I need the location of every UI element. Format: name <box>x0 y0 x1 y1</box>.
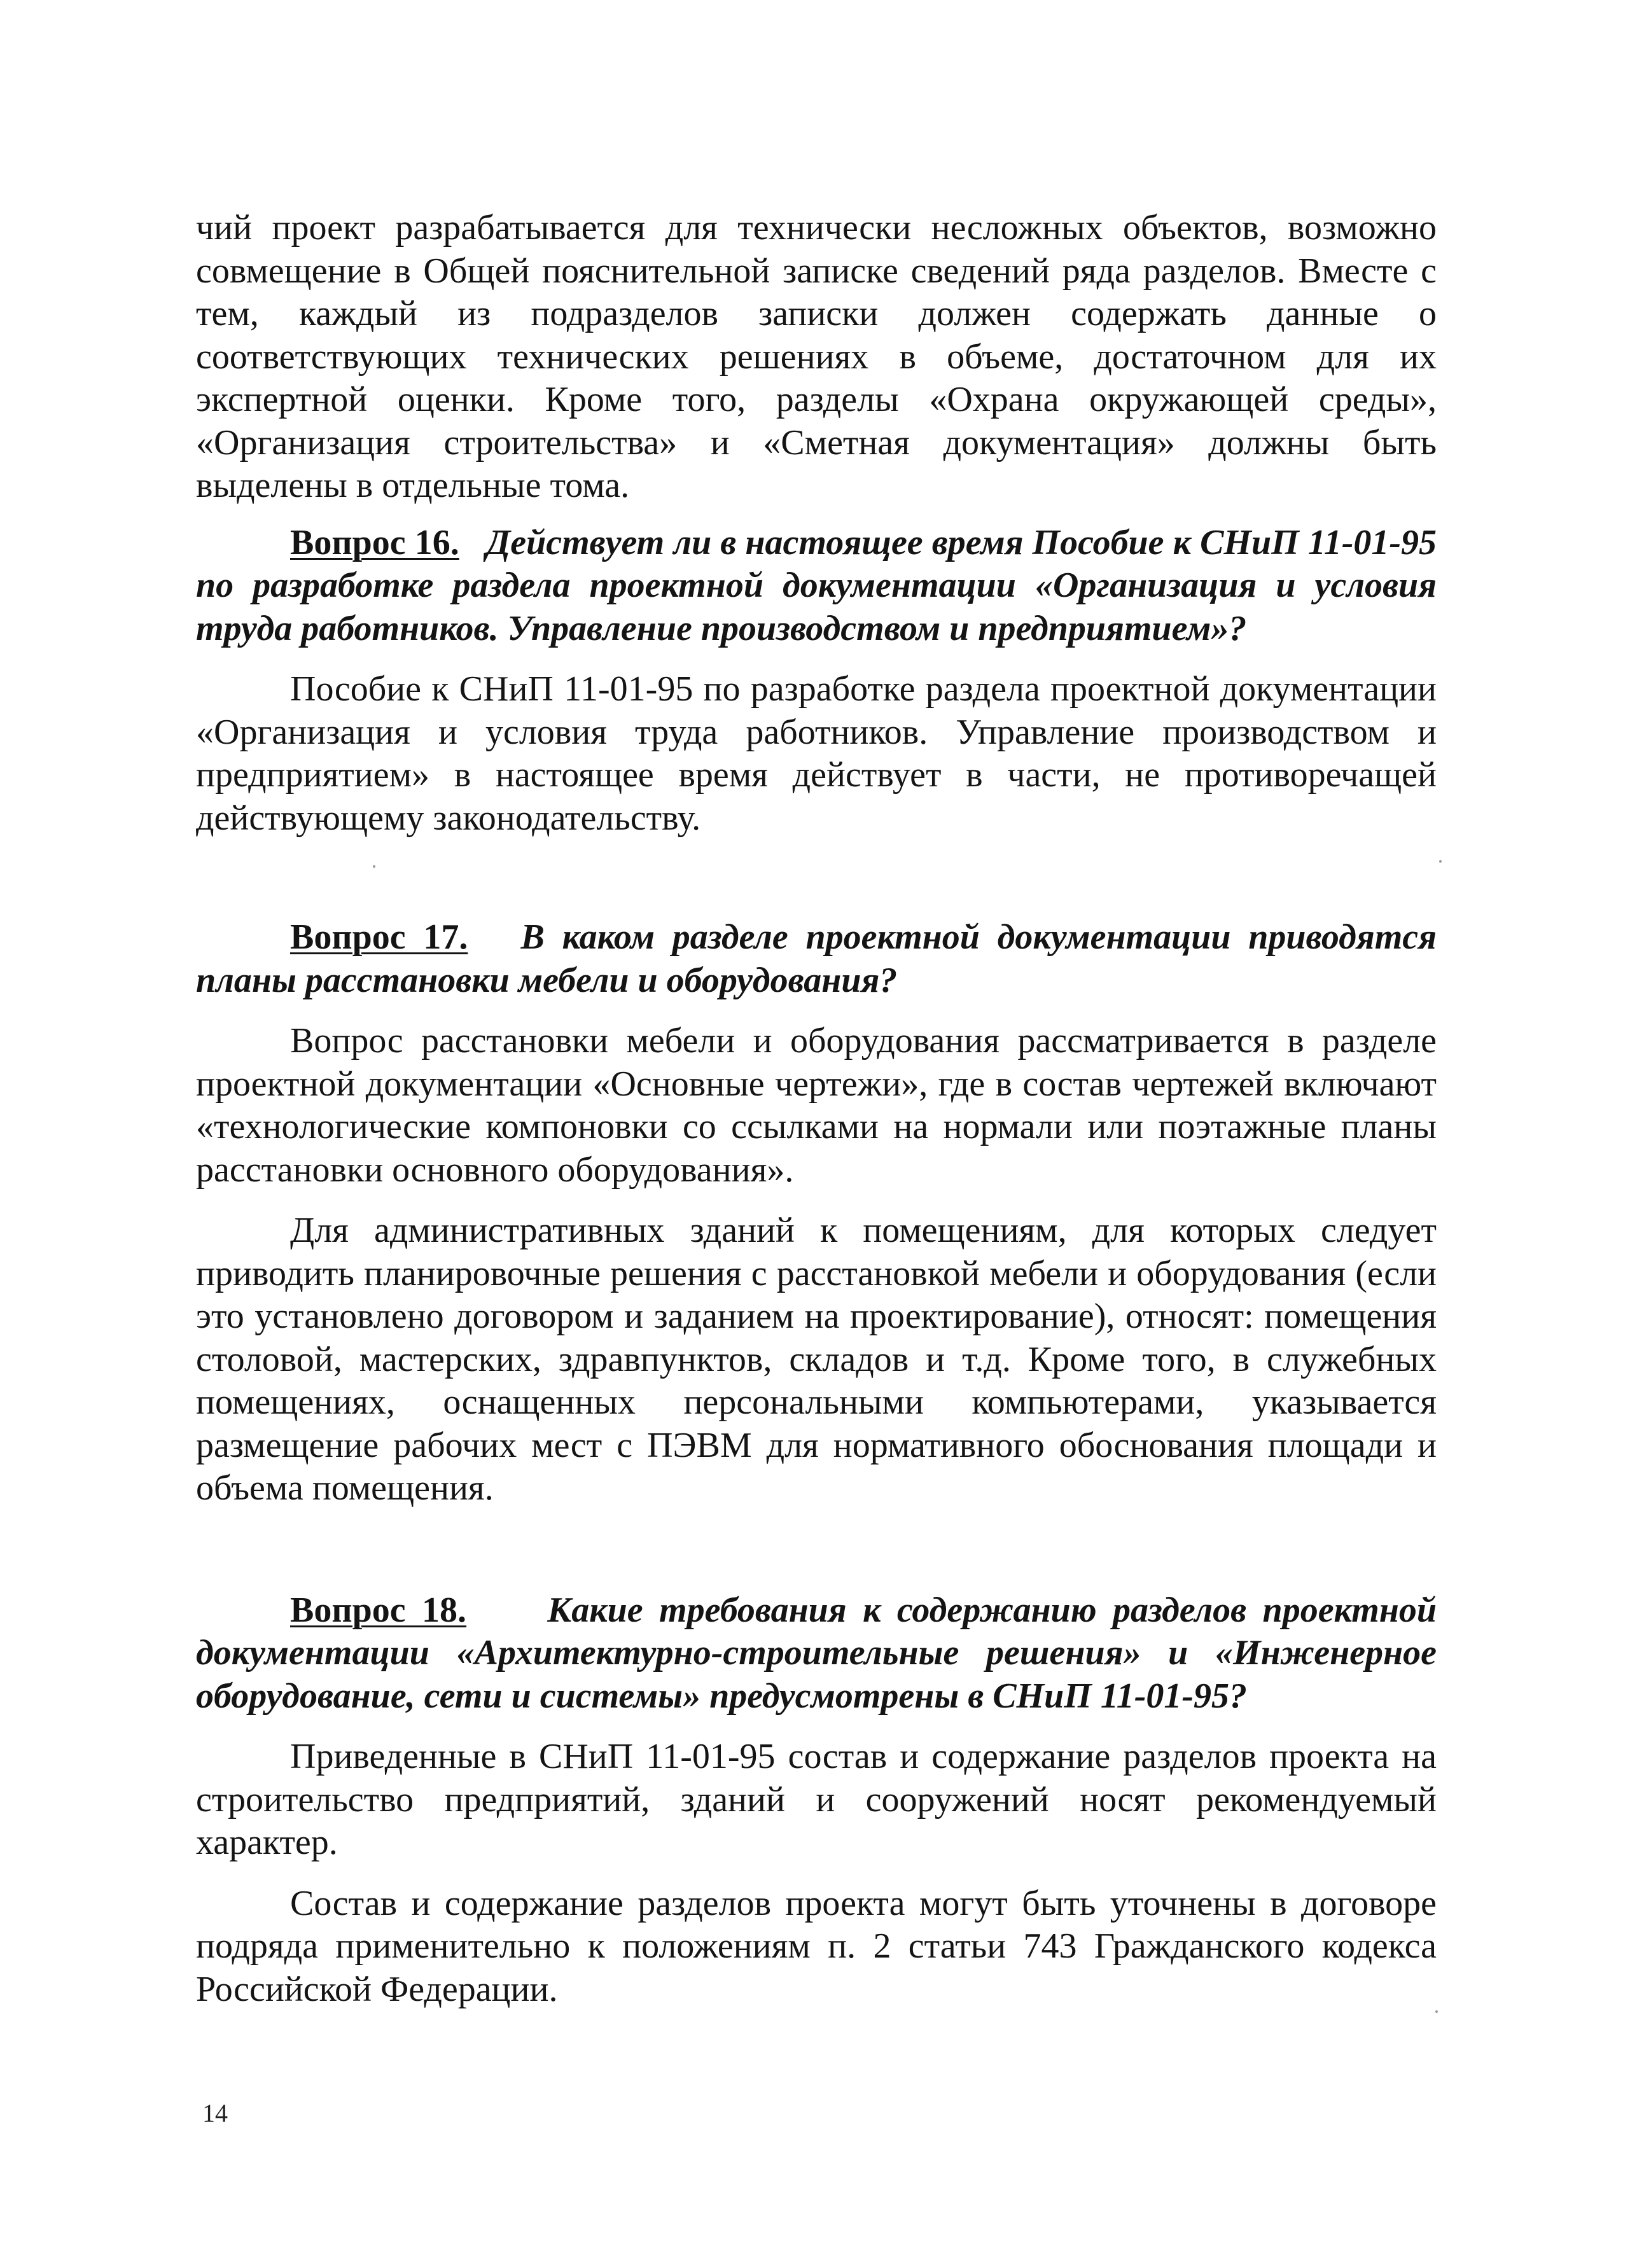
scan-speck <box>1439 860 1442 863</box>
answer-18-paragraph-2: Состав и содержание разделов проекта могут быть уточнены в договоре подряда применительно к положениям п. 2 статьи 743 Гражданского кодекса Российской Федерации. <box>196 1883 1437 2009</box>
answer-18-paragraph-1: Приведенные в СНиП 11-01-95 состав и содержание разделов проекта на строительство предприятий, зданий и сооружений носят рекомендуемый характер. <box>196 1737 1437 1862</box>
answer-17-paragraph-1: Вопрос расстановки мебели и оборудования рассматривается в разделе проектной документации «Основные чертежи», где в состав чертежей включают «технологические компоновки со ссылками на нормали или поэтажные планы расстановки основного оборудования». <box>196 1021 1437 1190</box>
question-16-heading <box>196 522 1437 651</box>
document-page <box>196 207 1437 2011</box>
question-17-heading <box>196 916 1437 1002</box>
question-17-text: В каком разделе проектной документации приводятся планы расстановки мебели и оборудования? <box>196 917 1437 1000</box>
scan-speck <box>373 865 375 868</box>
question-17-label: Вопрос 17. <box>290 917 468 957</box>
scan-speck <box>1435 2010 1438 2013</box>
intro-paragraph: чий проект разрабатывается для технически несложных объектов, возможно совмещение в Общей пояснительной записке сведений ряда разделов. Вместе с тем, каждый из подразделов записки должен содержать данные о соответствующих технических решениях в объеме, достаточном для их экспертной оценки. Кроме того, разделы «Охрана окружающей среды», «Организация строительства» и «Сметная документация» должны быть выделены в отдельные тома. <box>196 208 1437 505</box>
question-16-label: Вопрос 16. <box>290 522 459 562</box>
page-number: 14 <box>202 2099 228 2127</box>
answer-16-paragraph: Пособие к СНиП 11-01-95 по разработке раздела проектной документации «Организация и условия труда работников. Управление производством и предприятием» в настоящее время действует в части, не противоречащей действующему законодательству. <box>196 669 1437 838</box>
answer-17-paragraph-2: Для административных зданий к помещениям, для которых следует приводить планировочные решения с расстановкой мебели и оборудования (если это установлено договором и заданием на проектирование), относят: помещения столовой, мастерских, здравпунктов, складов и т.д. Кроме того, в служебных помещениях, оснащенных персональными компьютерами, указывается размещение рабочих мест с ПЭВМ для нормативного обоснования площади и объема помещения. <box>196 1211 1437 1508</box>
question-16-text: Действует ли в настоящее время Пособие к СНиП 11-01-95 по разработке раздела проектной документации «Организация и условия труда работников. Управление производством и предприятием»? <box>196 522 1437 648</box>
question-18-heading <box>196 1589 1437 1718</box>
question-18-label: Вопрос 18. <box>290 1590 467 1630</box>
question-18-text: Какие требования к содержанию разделов проектной документации «Архитектурно-строительные решения» и «Инженерное оборудование, сети и системы» предусмотрены в СНиП 11-01-95? <box>196 1590 1437 1716</box>
